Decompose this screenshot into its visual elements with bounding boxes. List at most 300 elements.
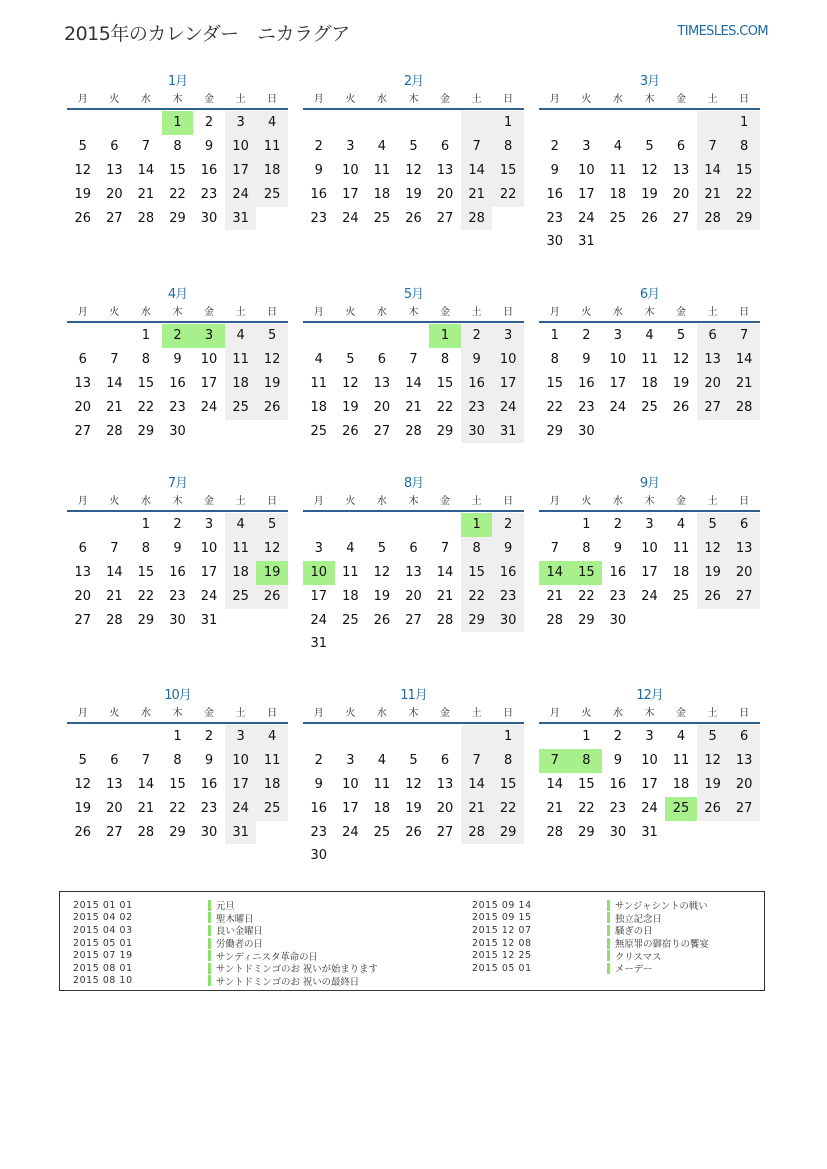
weekday-label: 火 [109,496,120,507]
day-cell: 30 [546,234,564,250]
weekday-label: 土 [707,496,718,507]
weekday-label: 土 [235,94,246,105]
day-cell: 22 [728,183,760,207]
empty-cell [67,111,99,135]
day-cell: 29 [137,423,155,439]
day-cell: 10 [342,776,359,792]
weekday-header [539,92,760,110]
day-cell: 9 [314,776,323,792]
day-cell: 28 [106,612,123,628]
day-cell: 10 [225,135,257,159]
holiday-row [73,975,378,988]
empty-cell [335,513,367,537]
day-cell: 25 [342,612,359,628]
day-grid [303,110,524,230]
day-cell: 13 [74,375,92,391]
day-cell: 27 [728,797,760,821]
day-cell: 20 [106,186,123,202]
day-cell: 16 [609,776,627,792]
month-title: 6月 [639,287,660,302]
day-cell: 16 [578,375,595,391]
day-cell: 10 [578,162,595,178]
day-cell: 11 [310,375,328,391]
day-cell: 14 [106,375,123,391]
month-block [539,285,760,443]
day-cell: 24 [225,797,257,821]
day-cell: 14 [546,776,564,792]
day-cell: 28 [106,423,123,439]
day-cell: 1 [728,111,760,135]
holiday-row [73,962,378,975]
day-cell: 16 [200,162,218,178]
weekday-label: 木 [644,708,655,719]
day-cell: 7 [440,540,450,556]
weekday-label: 水 [612,496,623,507]
day-cell: 25 [373,210,391,226]
day-cell: 24 [492,396,524,420]
day-cell: 30 [492,609,524,633]
day-cell: 21 [137,186,155,202]
day-cell: 4 [314,351,323,367]
day-cell: 10 [225,749,257,773]
day-cell: 9 [314,162,323,178]
weekday-label: 木 [408,496,419,507]
day-cell: 20 [697,372,729,396]
empty-cell [130,725,162,749]
day-cell: 16 [461,372,493,396]
day-cell: 15 [169,162,186,178]
day-cell: 13 [74,564,92,580]
day-cell: 23 [578,399,595,415]
weekday-label: 金 [440,496,451,507]
empty-cell [634,111,666,135]
day-cell: 29 [728,207,760,231]
day-cell: 20 [106,800,123,816]
day-cell: 13 [672,162,690,178]
day-cell: 5 [645,138,654,154]
empty-cell [429,111,461,135]
holiday-list-right [472,899,709,975]
holiday-row [472,962,709,975]
day-cell: 27 [106,210,123,226]
weekday-label: 木 [408,307,419,318]
weekday-label: 月 [77,94,88,105]
day-cell: 8 [728,135,760,159]
day-cell: 6 [409,540,418,556]
holiday-day-cell: 1 [461,513,493,537]
day-cell: 11 [256,135,288,159]
weekday-header [303,305,524,323]
holiday-day-cell: 7 [539,749,571,773]
day-cell: 23 [310,824,328,840]
day-cell: 12 [256,537,288,561]
day-cell: 25 [641,399,658,415]
weekday-label: 土 [235,307,246,318]
holiday-name: 聖木曜日 [216,913,254,925]
holiday-day-cell: 14 [539,561,571,585]
weekday-header [539,305,760,323]
day-cell: 23 [609,588,627,604]
holiday-list [59,891,765,991]
day-cell: 21 [697,183,729,207]
weekday-label: 火 [581,496,592,507]
empty-cell [366,513,398,537]
day-cell: 26 [256,396,288,420]
day-grid [539,110,760,254]
day-cell: 10 [492,348,524,372]
day-cell: 6 [78,351,87,367]
day-cell: 10 [200,351,218,367]
day-cell: 29 [578,824,595,840]
day-cell: 18 [256,159,288,183]
day-cell: 6 [697,324,729,348]
day-cell: 15 [436,375,454,391]
day-cell: 19 [373,588,391,604]
weekday-label: 火 [109,708,120,719]
day-cell: 15 [137,375,155,391]
day-cell: 19 [405,186,422,202]
day-cell: 5 [377,540,387,556]
day-cell: 10 [609,351,627,367]
weekday-label: 金 [204,94,215,105]
empty-cell [398,513,430,537]
day-cell: 9 [204,138,214,154]
day-cell: 22 [169,186,186,202]
month-title: 2月 [403,74,424,89]
day-cell: 31 [641,824,658,840]
weekday-label: 金 [204,708,215,719]
day-cell: 24 [225,183,257,207]
weekday-header [303,494,524,512]
empty-cell [99,513,131,537]
day-cell: 1 [550,328,559,343]
day-cell: 5 [256,513,288,537]
day-cell: 2 [550,138,559,154]
day-cell: 19 [641,186,658,202]
holiday-name: クリスマス [615,951,662,963]
empty-cell [429,513,461,537]
holiday-date: 2015 12 08 [472,937,532,949]
day-cell: 21 [546,588,564,604]
day-cell: 31 [200,612,218,628]
weekday-label: 水 [376,307,387,318]
weekday-label: 金 [676,94,687,105]
weekday-header [67,494,288,512]
day-cell: 3 [204,517,214,532]
holiday-name: 良い金曜日 [216,926,263,938]
day-cell: 29 [492,821,524,845]
empty-cell [665,111,697,135]
weekday-label: 月 [549,496,560,507]
day-cell: 15 [728,159,760,183]
weekday-label: 日 [503,708,514,719]
day-cell: 7 [110,351,119,367]
month-title: 1月 [167,74,188,89]
day-cell: 10 [641,540,658,556]
day-cell: 19 [697,561,729,585]
day-cell: 24 [641,800,658,816]
day-cell: 25 [256,183,288,207]
site-logo[interactable]: TIMESLES.COM [677,24,768,39]
weekday-label: 火 [345,708,356,719]
weekday-label: 土 [471,496,482,507]
day-cell: 18 [225,561,257,585]
day-cell: 17 [578,186,595,202]
holiday-date: 2015 01 01 [73,899,133,911]
day-cell: 31 [578,234,595,250]
holiday-marker [607,938,610,949]
holiday-row [73,912,378,925]
weekday-label: 月 [549,708,560,719]
day-cell: 2 [613,729,623,744]
day-cell: 13 [373,375,391,391]
weekday-label: 土 [707,94,718,105]
day-cell: 2 [204,729,214,744]
holiday-date: 2015 12 07 [472,924,532,936]
day-cell: 20 [728,773,760,797]
day-cell: 4 [256,111,288,135]
day-cell: 1 [141,328,151,343]
day-cell: 7 [141,752,151,768]
day-grid [303,323,524,443]
empty-cell [539,513,571,537]
day-cell: 12 [74,162,92,178]
day-cell: 8 [492,135,524,159]
day-cell: 11 [225,348,257,372]
holiday-date: 2015 07 19 [73,950,133,962]
day-cell: 5 [697,725,729,749]
day-cell: 30 [578,423,595,439]
day-cell: 23 [492,585,524,609]
day-cell: 11 [256,749,288,773]
day-cell: 18 [609,186,627,202]
day-cell: 12 [74,776,92,792]
empty-cell [67,513,99,537]
day-cell: 10 [200,540,218,556]
holiday-date: 2015 05 01 [472,962,532,974]
empty-cell [99,725,131,749]
empty-cell [303,111,335,135]
day-cell: 30 [310,848,328,864]
day-cell: 8 [461,537,493,561]
holiday-day-cell: 15 [571,561,603,585]
weekday-label: 月 [77,496,88,507]
month-title: 3月 [639,74,660,89]
weekday-label: 土 [707,708,718,719]
day-cell: 7 [550,540,559,556]
holiday-day-cell: 10 [303,561,335,585]
day-cell: 21 [106,399,123,415]
day-cell: 17 [225,159,257,183]
day-cell: 4 [225,513,257,537]
day-cell: 4 [377,138,387,154]
day-cell: 28 [728,396,760,420]
day-cell: 18 [641,375,658,391]
day-cell: 20 [728,561,760,585]
weekday-label: 土 [707,307,718,318]
day-cell: 4 [613,138,623,154]
day-cell: 9 [204,752,214,768]
day-cell: 30 [200,824,218,840]
day-cell: 28 [405,423,422,439]
holiday-row [472,912,709,925]
day-cell: 6 [728,725,760,749]
day-cell: 22 [137,399,155,415]
holiday-date: 2015 04 03 [73,924,133,936]
day-cell: 18 [373,800,391,816]
day-cell: 17 [342,800,359,816]
day-cell: 20 [436,800,454,816]
day-grid [67,512,288,632]
day-cell: 22 [436,399,454,415]
day-cell: 18 [310,399,328,415]
day-cell: 16 [310,800,328,816]
day-cell: 30 [169,423,186,439]
day-cell: 12 [342,375,359,391]
month-title: 7月 [167,476,188,491]
day-cell: 26 [641,210,658,226]
day-cell: 2 [492,513,524,537]
day-cell: 27 [728,585,760,609]
day-cell: 31 [225,207,257,231]
day-cell: 21 [546,800,564,816]
empty-cell [398,725,430,749]
day-cell: 26 [373,612,391,628]
weekday-label: 土 [235,708,246,719]
day-cell: 12 [256,348,288,372]
day-cell: 26 [697,585,729,609]
day-cell: 13 [436,776,454,792]
day-cell: 27 [436,210,454,226]
day-cell: 8 [173,752,182,768]
weekday-label: 日 [267,708,278,719]
day-grid [67,110,288,230]
weekday-label: 金 [204,496,215,507]
day-cell: 17 [641,564,658,580]
weekday-label: 日 [267,496,278,507]
day-cell: 23 [310,210,328,226]
day-cell: 24 [310,612,328,628]
day-cell: 16 [609,564,627,580]
day-cell: 7 [728,324,760,348]
day-cell: 27 [74,423,92,439]
day-cell: 1 [582,517,591,532]
day-cell: 17 [492,372,524,396]
holiday-marker [208,938,211,949]
day-cell: 24 [641,588,658,604]
day-cell: 9 [613,540,623,556]
day-cell: 16 [310,186,328,202]
weekday-label: 火 [581,94,592,105]
weekday-label: 土 [471,307,482,318]
day-cell: 15 [137,564,155,580]
day-cell: 29 [578,612,595,628]
day-cell: 5 [78,138,87,154]
day-cell: 11 [609,162,627,178]
holiday-name: メーデー [615,964,653,976]
day-cell: 19 [405,800,422,816]
empty-cell [366,725,398,749]
day-cell: 30 [169,612,186,628]
day-cell: 28 [546,824,564,840]
weekday-label: 月 [313,496,324,507]
weekday-label: 水 [140,94,151,105]
day-cell: 23 [200,186,218,202]
day-cell: 12 [641,162,658,178]
empty-cell [366,111,398,135]
day-cell: 9 [461,348,493,372]
day-cell: 26 [405,824,422,840]
month-block [539,474,760,632]
day-cell: 25 [373,824,391,840]
day-cell: 13 [405,564,422,580]
day-cell: 23 [200,800,218,816]
weekday-header [303,92,524,110]
day-cell: 28 [436,612,454,628]
holiday-marker [607,950,610,961]
day-cell: 7 [409,351,418,367]
day-cell: 17 [200,564,218,580]
day-cell: 24 [200,399,218,415]
day-cell: 3 [645,517,654,532]
day-cell: 2 [582,328,591,343]
holiday-marker [607,912,610,923]
empty-cell [99,324,131,348]
weekday-label: 木 [644,94,655,105]
day-cell: 8 [141,351,151,367]
holiday-day-cell: 8 [571,749,603,773]
weekday-label: 水 [376,496,387,507]
month-title: 10月 [164,688,191,703]
month-block [303,285,524,443]
day-cell: 14 [106,564,123,580]
weekday-label: 金 [204,307,215,318]
holiday-list-left [73,899,378,987]
month-block [67,474,288,632]
weekday-label: 月 [549,94,560,105]
day-cell: 25 [225,585,257,609]
day-cell: 25 [225,396,257,420]
holiday-row [472,937,709,950]
day-cell: 6 [676,138,686,154]
month-title: 12月 [636,688,663,703]
empty-cell [539,725,571,749]
day-cell: 4 [256,725,288,749]
day-cell: 9 [582,351,591,367]
weekday-label: 木 [408,94,419,105]
month-title: 4月 [167,287,188,302]
day-cell: 20 [74,399,92,415]
day-cell: 2 [613,517,623,532]
day-cell: 26 [74,824,92,840]
holiday-day-cell: 1 [429,324,461,348]
empty-cell [335,111,367,135]
day-cell: 13 [106,162,123,178]
day-cell: 20 [436,186,454,202]
day-cell: 24 [342,824,359,840]
day-cell: 23 [546,210,564,226]
weekday-label: 日 [503,496,514,507]
weekday-label: 金 [676,496,687,507]
weekday-label: 水 [612,94,623,105]
day-cell: 6 [110,138,119,154]
day-cell: 4 [346,540,355,556]
empty-cell [67,324,99,348]
weekday-label: 日 [739,94,750,105]
day-grid [539,512,760,632]
weekday-label: 土 [471,708,482,719]
day-cell: 17 [310,588,328,604]
